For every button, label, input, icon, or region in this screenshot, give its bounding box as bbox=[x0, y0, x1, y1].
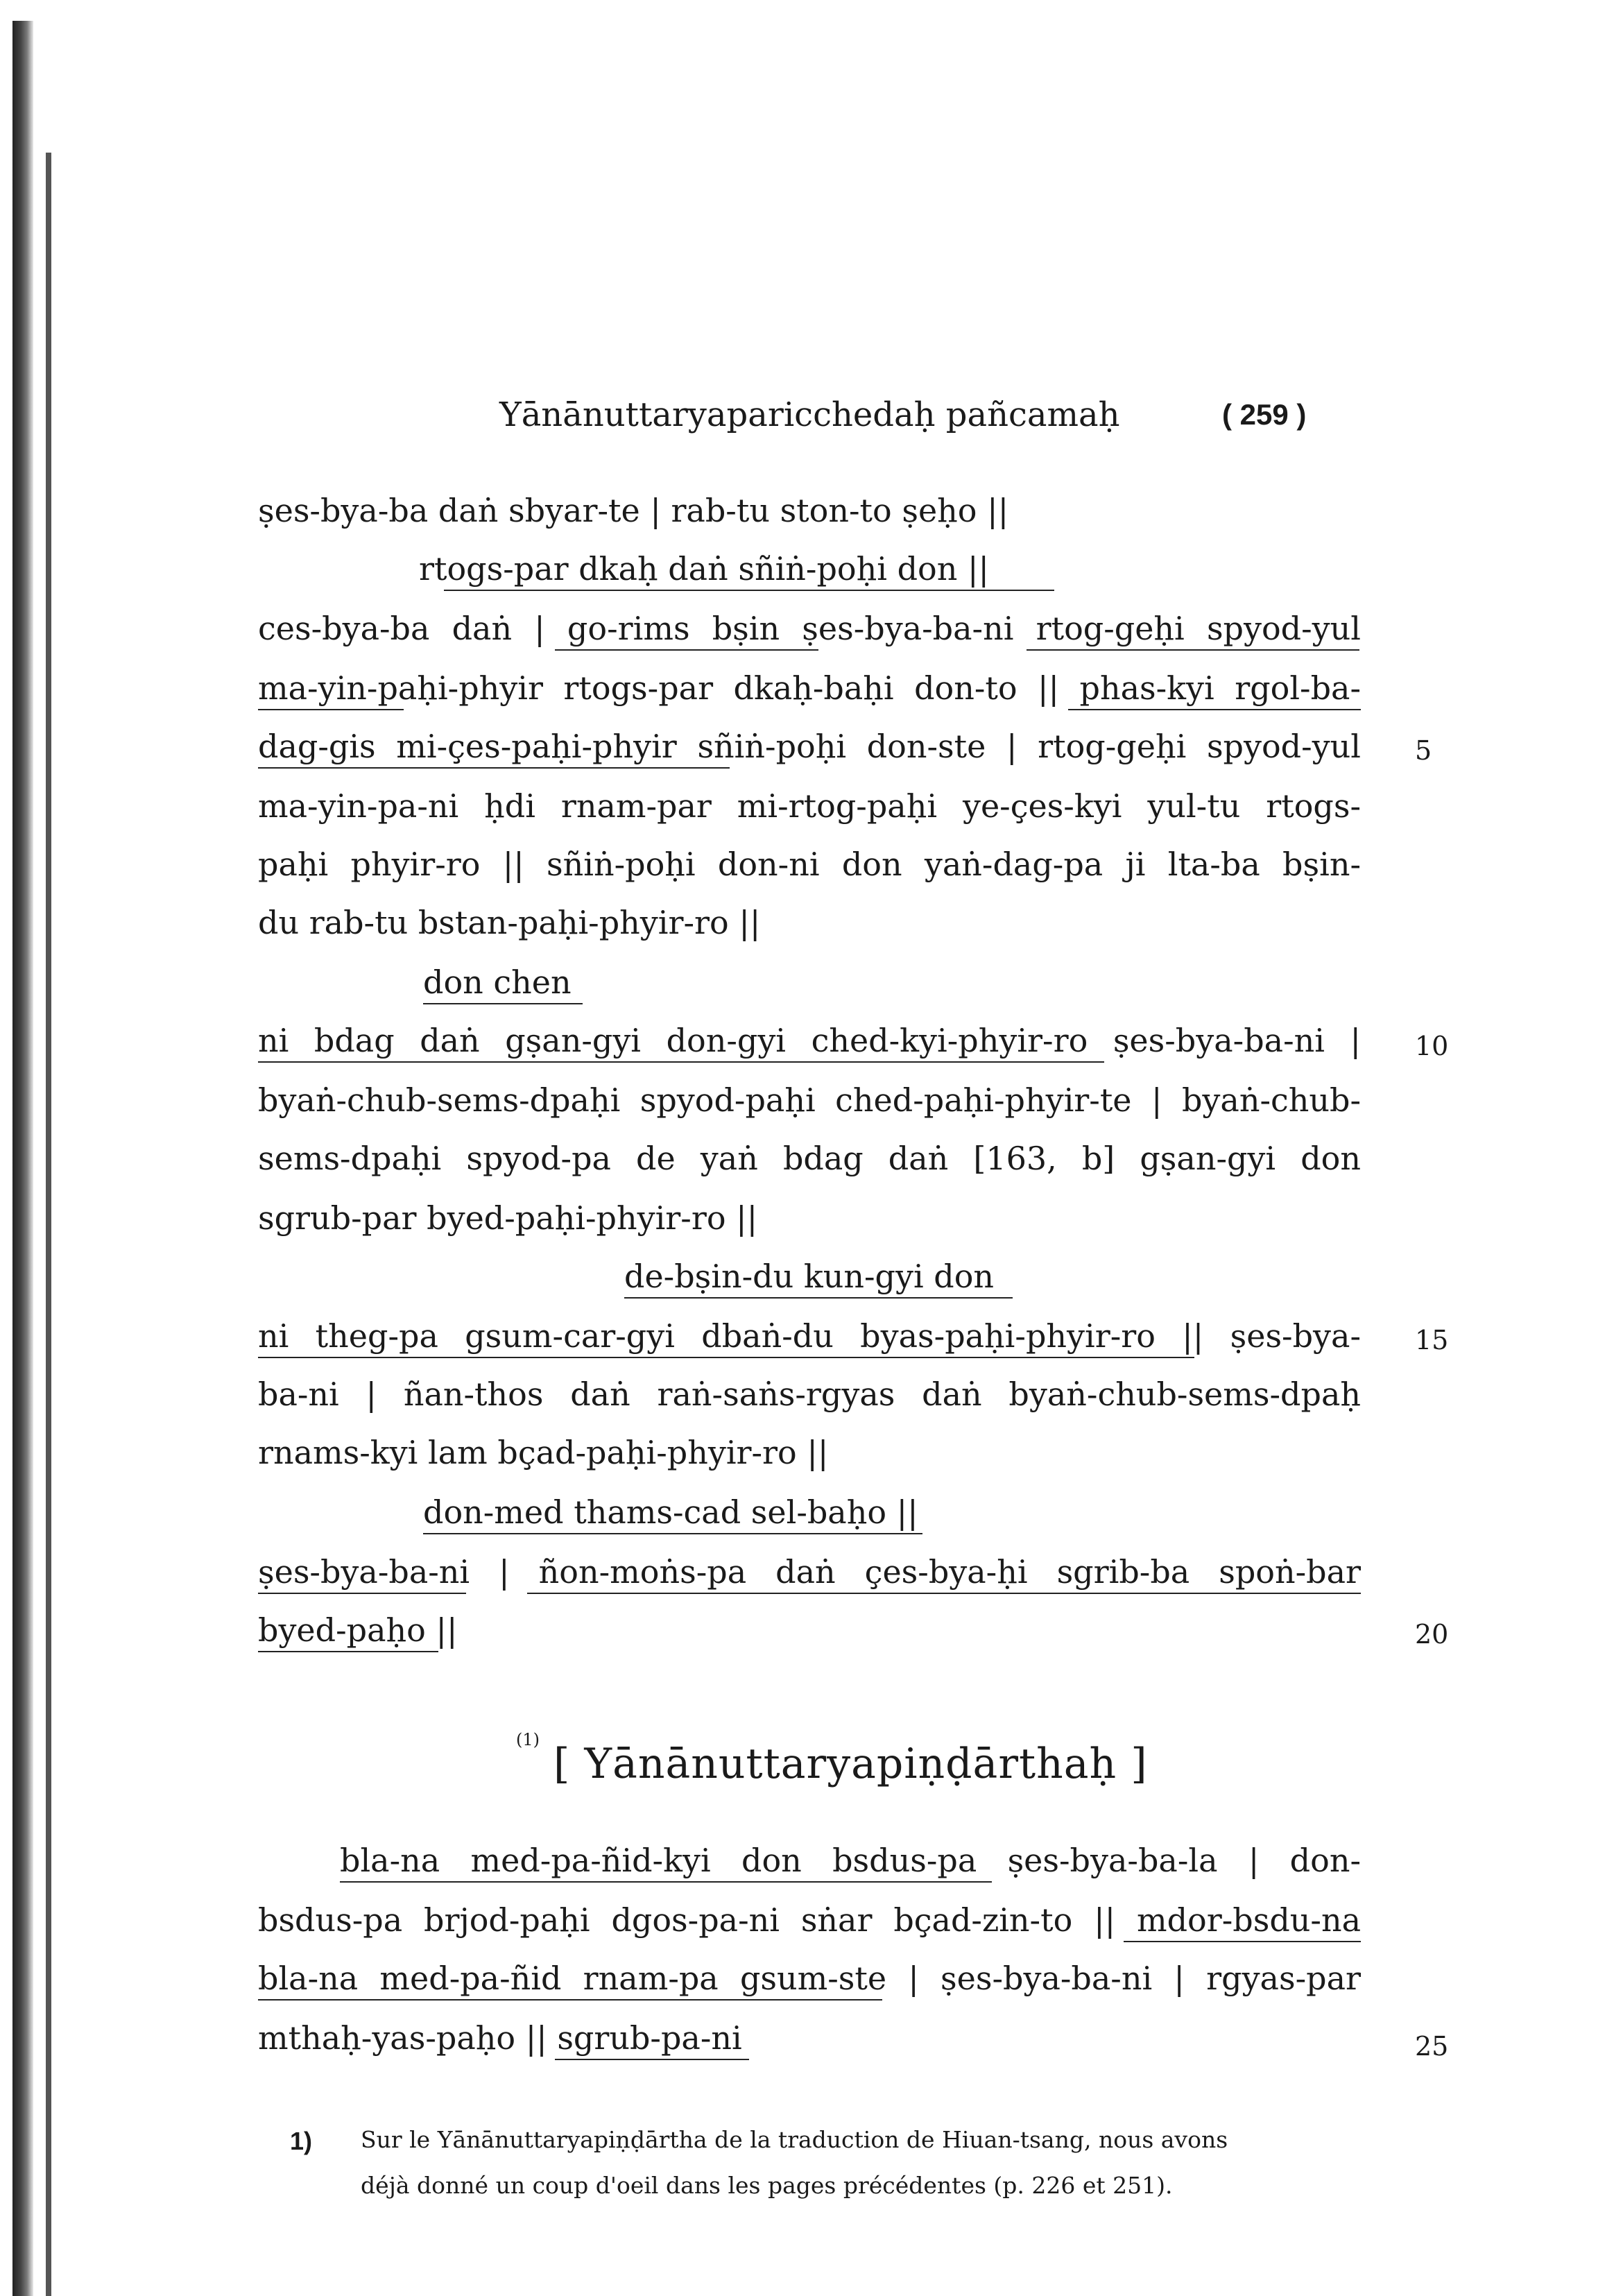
underline-mark bbox=[340, 1881, 992, 1883]
line-number-10: 10 bbox=[1415, 1031, 1449, 1061]
underline-mark bbox=[258, 767, 730, 769]
text-line-8: du rab-tu bstan-paḥi-phyir-ro || bbox=[258, 904, 761, 941]
text-line-13: sgrub-par byed-paḥi-phyir-ro || bbox=[258, 1199, 758, 1237]
text-line-7: paḥi phyir-ro || sñiṅ-poḥi don-ni don yaṅ-dag-pa ji lta-ba bṣin- bbox=[258, 846, 1361, 883]
text-line-10: ni bdag daṅ gṣan-gyi don-gyi ched-kyi-phyir-ro ṣes-bya-ba-ni | bbox=[258, 1022, 1361, 1059]
text-line-21: bla-na med-pa-ñid-kyi don bsdus-pa ṣes-bya-ba-la | don- bbox=[340, 1842, 1361, 1879]
text-line-4: ma-yin-paḥi-phyir rtogs-par dkaḥ-baḥi don-to || phas-kyi rgol-ba- bbox=[258, 669, 1361, 707]
text-line-17: rnams-kyi lam bçad-paḥi-phyir-ro || bbox=[258, 1434, 829, 1471]
underline-mark bbox=[258, 1357, 1194, 1358]
underline-mark bbox=[258, 709, 404, 710]
running-header: Yānānuttaryaparicchedaḥ pañcamaḥ bbox=[499, 395, 1120, 434]
underline-mark bbox=[258, 1061, 1104, 1063]
text-line-6: ma-yin-pa-ni ḥdi rnam-par mi-rtog-paḥi ye-çes-kyi yul-tu rtogs- bbox=[258, 787, 1361, 825]
underline-mark bbox=[1027, 649, 1359, 651]
underline-mark bbox=[555, 2059, 749, 2060]
underline-mark bbox=[527, 1593, 1361, 1594]
page-number: ( 259 ) bbox=[1222, 398, 1307, 431]
text-line-3: ces-bya-ba daṅ | go-rims bṣin ṣes-bya-ba-ni rtog-geḥi spyod-yul bbox=[258, 610, 1361, 647]
section-footnote-marker: (1) bbox=[516, 1730, 540, 1749]
underline-mark bbox=[1068, 709, 1361, 710]
underline-mark bbox=[444, 590, 1054, 591]
underline-mark bbox=[555, 649, 818, 651]
line-number-5: 5 bbox=[1415, 735, 1432, 766]
line-number-20: 20 bbox=[1415, 1619, 1449, 1650]
underline-mark bbox=[423, 1003, 583, 1004]
text-line-9: don chen bbox=[423, 963, 572, 1001]
book-spine-shadow bbox=[12, 21, 33, 2296]
page-edge-line bbox=[46, 153, 51, 2296]
underline-mark bbox=[258, 1999, 882, 2001]
section-title: [ Yānānuttaryapiṇḍārthaḥ ] bbox=[553, 1740, 1148, 1788]
text-line-2: rtogs-par dkaḥ daṅ sñiṅ-poḥi don || bbox=[419, 550, 989, 588]
text-line-14: de-bṣin-du kun-gyi don bbox=[624, 1258, 995, 1295]
text-line-16: ba-ni | ñan-thos daṅ raṅ-saṅs-rgyas daṅ byaṅ-chub-sems-dpaḥ bbox=[258, 1376, 1361, 1413]
text-line-23: bla-na med-pa-ñid rnam-pa gsum-ste | ṣes-bya-ba-ni | rgyas-par bbox=[258, 1960, 1361, 1997]
text-line-20: byed-paḥo || bbox=[258, 1611, 458, 1649]
line-number-25: 25 bbox=[1415, 2031, 1449, 2062]
text-line-18: don-med thams-cad sel-baḥo || bbox=[423, 1493, 918, 1531]
footnote-line-2: déjà donné un coup d'oeil dans les pages précédentes (p. 226 et 251). bbox=[361, 2172, 1173, 2199]
line-number-15: 15 bbox=[1415, 1325, 1449, 1355]
underline-mark bbox=[258, 1593, 466, 1594]
text-line-11: byaṅ-chub-sems-dpaḥi spyod-paḥi ched-paḥi-phyir-te | byaṅ-chub- bbox=[258, 1081, 1361, 1119]
text-line-24: mthaḥ-yas-paḥo || sgrub-pa-ni bbox=[258, 2019, 742, 2057]
text-line-22: bsdus-pa brjod-paḥi dgos-pa-ni sṅar bçad-zin-to || mdor-bsdu-na bbox=[258, 1901, 1361, 1939]
text-line-15: ni theg-pa gsum-car-gyi dbaṅ-du byas-paḥi-phyir-ro || ṣes-bya- bbox=[258, 1317, 1361, 1355]
footnote-line-1: Sur le Yānānuttaryapiṇḍārtha de la traduction de Hiuan-tsang, nous avons bbox=[361, 2126, 1228, 2153]
underline-mark bbox=[624, 1297, 1013, 1299]
text-line-19: ṣes-bya-ba-ni | ñon-moṅs-pa daṅ çes-bya-ḥi sgrib-ba spoṅ-bar bbox=[258, 1553, 1361, 1591]
underline-mark bbox=[258, 1651, 438, 1652]
underline-mark bbox=[1124, 1941, 1361, 1942]
underline-mark bbox=[423, 1533, 922, 1534]
text-line-5: dag-gis mi-çes-paḥi-phyir sñiṅ-poḥi don-ste | rtog-geḥi spyod-yul bbox=[258, 728, 1361, 765]
text-line-1: ṣes-bya-ba daṅ sbyar-te | rab-tu ston-to ṣeḥo || bbox=[258, 492, 1009, 529]
text-line-12: sems-dpaḥi spyod-pa de yaṅ bdag daṅ [163, b] gṣan-gyi don bbox=[258, 1140, 1361, 1177]
footnote-number: 1) bbox=[290, 2127, 313, 2155]
